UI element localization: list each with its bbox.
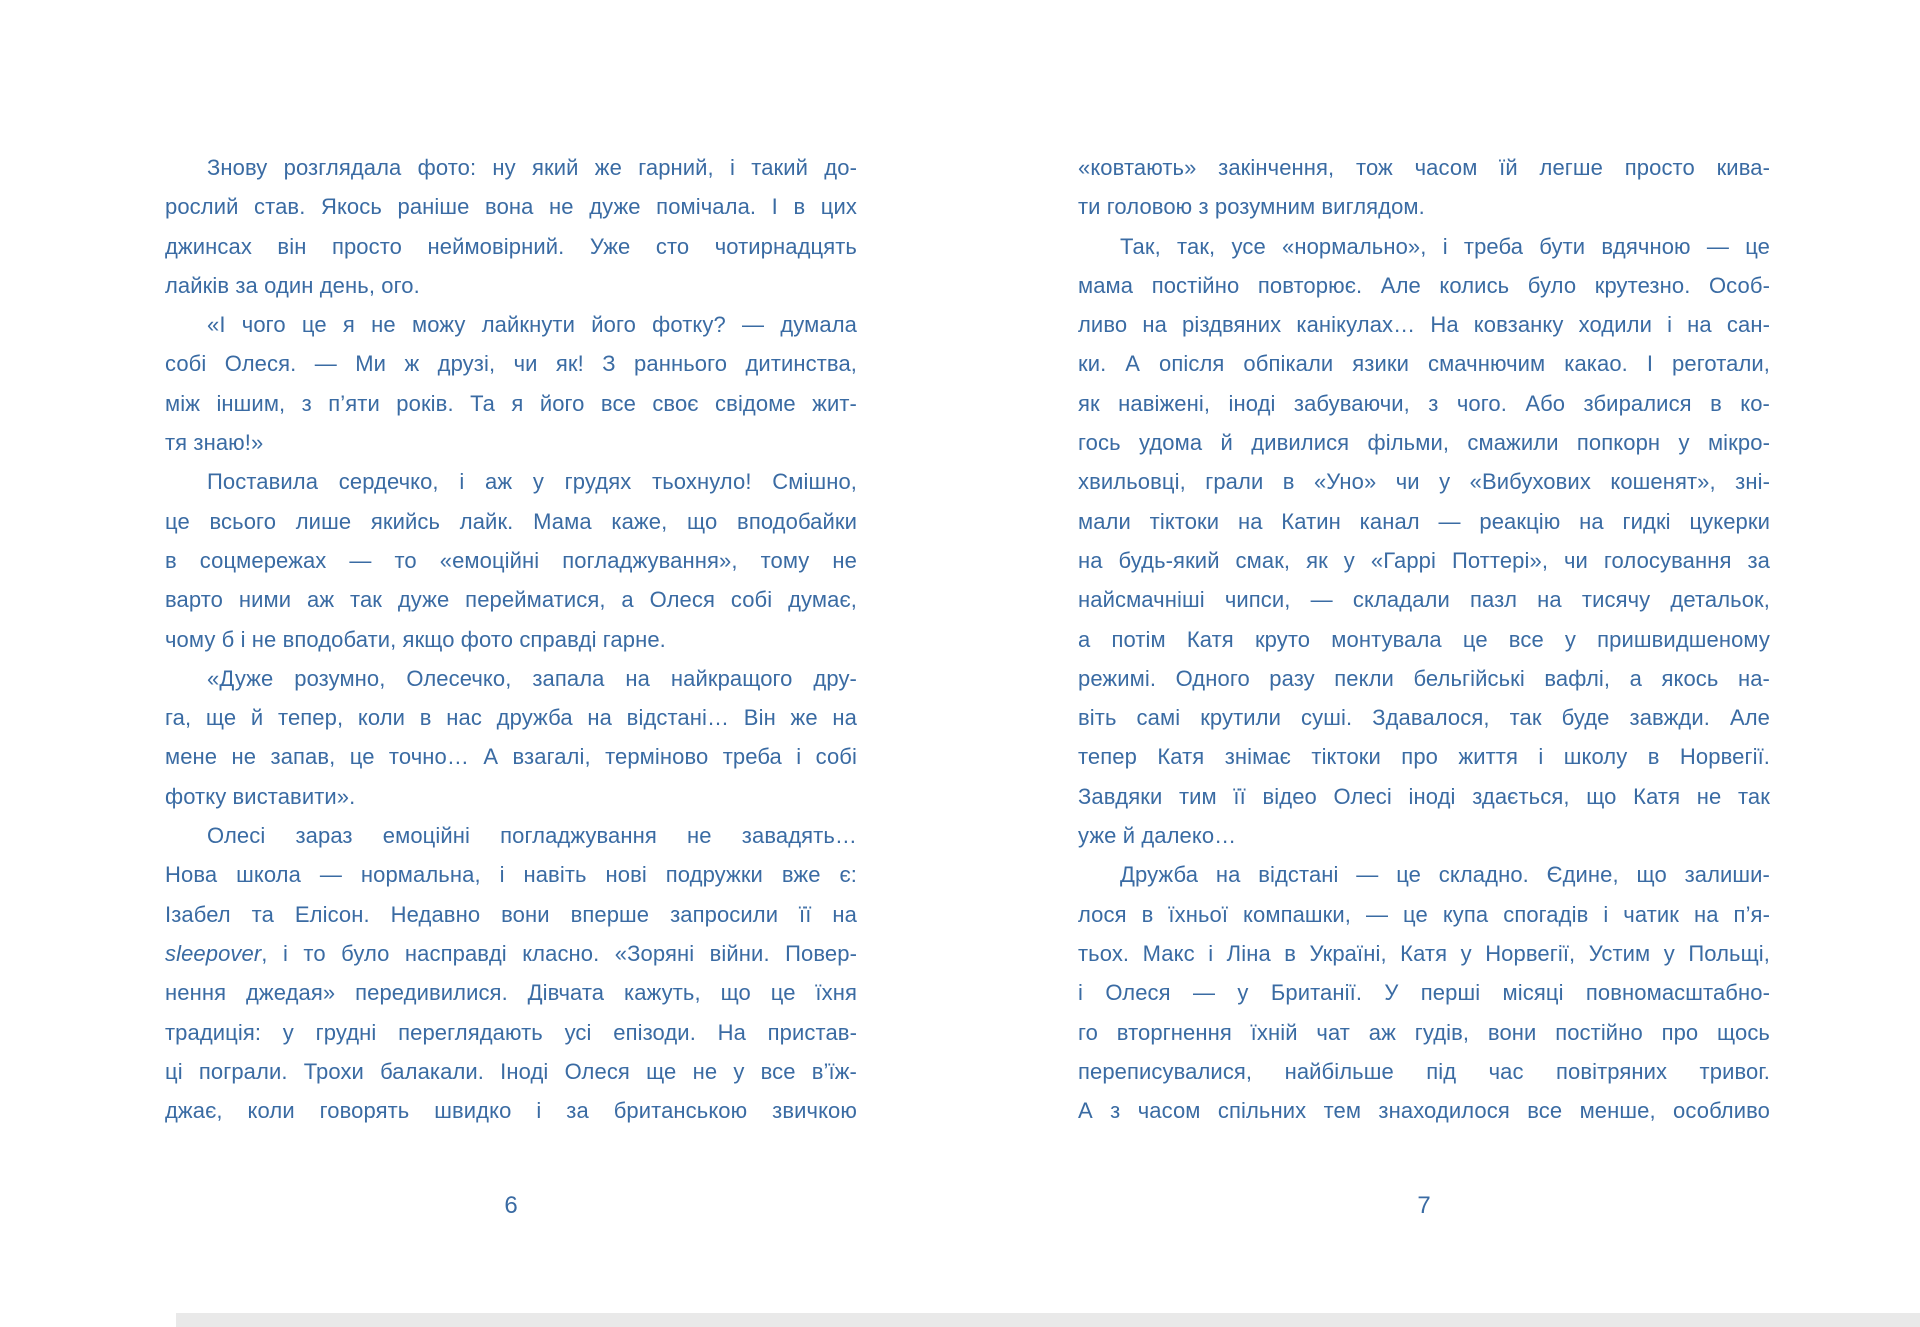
text-line: тьох. Макс і Ліна в Україні, Катя у Норвегії, Устим у Польщі,	[1078, 940, 1770, 966]
text-line: джинсах він просто неймовірний. Уже сто чотирнадцять	[165, 233, 857, 259]
text-line: мама постійно повторює. Але колись було крутезно. Особ-	[1078, 272, 1770, 298]
text-line: джає, коли говорять швидко і за британською звичкою	[165, 1098, 857, 1124]
text-line: переписувалися, найбільше під час повітряних тривог.	[1078, 1058, 1770, 1084]
text-line: Так, так, усе «нормально», і треба бути вдячною — це	[1120, 233, 1770, 259]
text-line: ки. А опісля обпікали язики смачнючим какао. І реготали,	[1078, 351, 1770, 377]
text-line: чому б і не вподобати, якщо фото справді гарне.	[165, 626, 666, 652]
text-line: мали тіктоки на Катин канал — реакцію на гидкі цукерки	[1078, 508, 1770, 534]
text-line: Завдяки тим її відео Олесі іноді здається, що Катя не так	[1078, 783, 1770, 809]
text-line: «ковтають» закінчення, тож часом їй легше просто кива-	[1078, 155, 1770, 180]
text-line: Дружба на відстані — це складно. Єдине, що залиши-	[1120, 862, 1770, 888]
page-right	[1078, 0, 1770, 1327]
text-line: ливо на різдвяних канікулах… На ковзанку ходили і на сан-	[1078, 312, 1770, 338]
page-number: 6	[504, 1192, 518, 1219]
text-line: собі Олеся. — Ми ж друзі, чи як! З раннього дитинства,	[165, 351, 857, 377]
text-line: sleepover, і то було насправді класно. «Зоряні війни. Повер-	[165, 940, 857, 966]
text-line: ці пограли. Трохи балакали. Іноді Олеся ще не у все в’їж-	[165, 1058, 857, 1084]
text-line: гось удома й дивилися фільми, смажили попкорн у мікро-	[1078, 430, 1770, 456]
text-line: «І чого це я не можу лайкнути його фотку? — думала	[207, 312, 857, 338]
text-line: А з часом спільних тем знаходилося все менше, особливо	[1078, 1098, 1770, 1124]
text-line: традиція: у грудні переглядають усі епізоди. На пристав-	[165, 1019, 857, 1045]
text-line: Знову розглядала фото: ну який же гарний, і такий до-	[207, 155, 857, 180]
text-line: а потім Катя круто монтувала це все у пришвидшеному	[1078, 626, 1770, 652]
text-line: режимі. Одного разу пекли бельгійські вафлі, а якось на-	[1078, 665, 1770, 691]
text-line: на будь-який смак, як у «Гаррі Поттері», чи голосування за	[1078, 547, 1770, 573]
text-line: тепер Катя знімає тіктоки про життя і школу в Норвегії.	[1078, 744, 1770, 770]
text-column	[165, 148, 857, 1130]
text-line: Олесі зараз емоційні погладжування не завадять…	[207, 823, 857, 849]
text-line: найсмачніші чипси, — складали пазл на тисячу детальок,	[1078, 587, 1770, 613]
text-line: рослий став. Якось раніше вона не дуже помічала. І в цих	[165, 194, 857, 220]
text-line: мене не запав, це точно… А взагалі, терміново треба і собі	[165, 744, 857, 770]
page-left	[165, 0, 857, 1327]
text-line: нення джедая» передивилися. Дівчата кажуть, що це їхня	[165, 980, 857, 1006]
text-line: між іншим, з п’яти років. Та я його все своє свідоме жит-	[165, 390, 857, 416]
text-line: тя знаю!»	[165, 430, 264, 456]
text-line: Нова школа — нормальна, і навіть нові подружки вже є:	[165, 862, 857, 888]
text-line: га, ще й тепер, коли в нас дружба на відстані… Він же на	[165, 705, 857, 731]
text-line: Ізабел та Елісон. Недавно вони вперше запросили її на	[165, 901, 857, 927]
text-line: віть самі крутили суші. Здавалося, так буде завжди. Але	[1078, 705, 1770, 731]
text-line: варто ними аж так дуже перейматися, а Олеся собі думає,	[165, 587, 857, 613]
page-number: 7	[1417, 1192, 1431, 1219]
text-line: лайків за один день, ого.	[165, 272, 420, 298]
text-line: в соцмережах — то «емоційні погладжування», тому не	[165, 547, 857, 573]
text-line: хвильовці, грали в «Уно» чи у «Вибухових кошенят», зні-	[1078, 469, 1770, 495]
text-line: фотку виставити».	[165, 783, 356, 809]
text-line: ти головою з розумним виглядом.	[1078, 194, 1425, 220]
text-line: го вторгнення їхній чат аж гудів, вони постійно про щось	[1078, 1019, 1770, 1045]
text-line: уже й далеко…	[1078, 823, 1237, 849]
text-line: Поставила сердечко, і аж у грудях тьохнуло! Смішно,	[207, 469, 857, 495]
text-line: як навіжені, іноді забуваючи, з чого. Або збиралися в ко-	[1078, 390, 1770, 416]
text-line: «Дуже розумно, Олесечко, запала на найкращого дру-	[207, 665, 857, 691]
text-line: і Олеся — у Британії. У перші місяці повномасштабно-	[1078, 980, 1770, 1006]
text-column	[1078, 148, 1770, 1130]
text-line: лося в їхньої компашки, — це купа спогадів і чатик на п’я-	[1078, 901, 1770, 927]
text-line: це всього лише якийсь лайк. Мама каже, що вподобайки	[165, 508, 857, 534]
horizontal-scrollbar-track[interactable]	[176, 1313, 1920, 1327]
